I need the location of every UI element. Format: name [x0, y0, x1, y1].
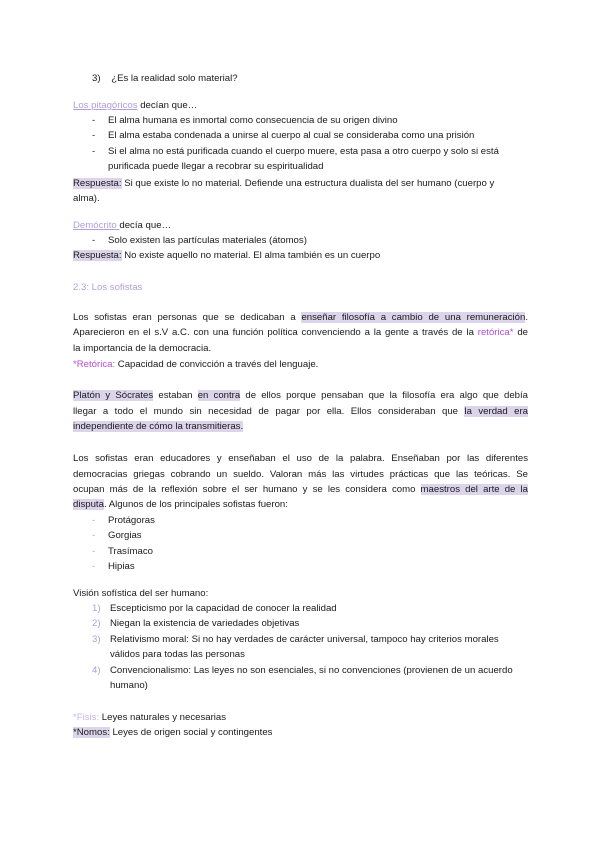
- sofista-item: - Gorgias: [92, 530, 142, 541]
- pitagoricos-item-2: - El alma estaba condenada a unirse al cuerpo al cual se consideraba como una prisión: [92, 130, 475, 141]
- pitagoricos-item-3: - Si el alma no está purificada cuando el cuerpo muere, esta pasa a otro cuerpo y solo si está: [92, 146, 499, 157]
- p1-line-2: Aparecieron en el s.V a.C. con una función política convenciendo a la gente a través de la retórica* de: [73, 327, 528, 338]
- vision-item-1: 1) Escepticismo por la capacidad de conocer la realidad: [92, 603, 337, 614]
- question-text: ¿Es la realidad solo material?: [111, 73, 238, 84]
- sofista-item: - Hipias: [92, 561, 135, 572]
- vision-item-4: 4) Convencionalismo: Las leyes no son esenciales, si no convenciones (provienen de un acuerdo: [92, 665, 513, 676]
- question-3: [92, 72, 238, 86]
- pitagoricos-verb: decían que…: [137, 100, 198, 111]
- vision-title: Visión sofística del ser humano:: [73, 588, 209, 599]
- vision-item-3-cont: válidos para todas las personas: [110, 649, 245, 660]
- vision-item-3: 3) Relativismo moral: Si no hay verdades de carácter universal, tampoco hay criterios morales: [92, 634, 499, 645]
- section-title: 2.3: Los sofistas: [73, 282, 143, 293]
- retorica-definition: *Retórica: Capacidad de convicción a través del lenguaje.: [73, 359, 319, 370]
- democrito-item: - Solo existen las partículas materiales (átomos): [92, 235, 307, 246]
- p2-line-3: independiente de cómo la transmitieras.: [73, 421, 244, 432]
- question-number: 3): [92, 73, 101, 84]
- p1-line-3: la importancia de la democracia.: [73, 343, 212, 354]
- democrito-answer: Respuesta: No existe aquello no material. El alma también es un cuerpo: [73, 250, 381, 261]
- democrito-intro: Demócrito decía que…: [73, 220, 172, 231]
- p3-line-2: democracias griegas cobrando un sueldo. Valoran más las virtudes prácticas que las teóricas. Se: [73, 469, 528, 480]
- vision-item-4-cont: humano): [110, 680, 148, 691]
- p1-line-1: Los sofistas eran personas que se dedicaban a enseñar filosofía a cambio de una remuneración.: [73, 312, 528, 323]
- democrito-link[interactable]: Demócrito: [73, 220, 120, 231]
- pitagoricos-answer: Respuesta: Si que existe lo no material. Defiende una estructura dualista del ser humano (cuerpo y: [73, 178, 495, 189]
- sofista-item: - Protágoras: [92, 515, 155, 526]
- pitagoricos-link[interactable]: Los pitagóricos: [73, 100, 138, 111]
- pitagoricos-item-1: - El alma humana es inmortal como consecuencia de su origen divino: [92, 115, 398, 126]
- vision-item-2: 2) Niegan la existencia de variedades objetivas: [92, 618, 300, 629]
- p3-line-4: disputa. Algunos de los principales sofistas fueron:: [73, 499, 288, 510]
- answer-label: Respuesta:: [73, 250, 122, 261]
- pitagoricos-answer-cont: alma).: [73, 193, 100, 204]
- p3-line-3: ocupan más de la reflexión sobre el ser humano y se les considera como maestros del arte de la: [73, 484, 528, 495]
- nomos-definition: *Nomos: Leyes de origen social y contingentes: [73, 727, 273, 738]
- pitagoricos-intro: [73, 99, 197, 113]
- fisis-definition: *Fisis: Leyes naturales y necesarias: [73, 712, 227, 723]
- p3-line-1: Los sofistas eran educadores y enseñaban el uso de la palabra. Enseñaban por las diferentes: [73, 453, 528, 464]
- sofista-item: - Trasímaco: [92, 546, 153, 557]
- answer-label: Respuesta:: [73, 178, 122, 189]
- pitagoricos-item-3-cont: purificada puede llegar a recobrar su espiritualidad: [108, 161, 324, 172]
- p2-line-1: Platón y Sócrates estaban en contra de ellos porque pensaban que la filosofía era algo que debía: [73, 390, 528, 401]
- p2-line-2: llegar a todo el mundo sin necesidad de pagar por ella. Ellos consideraban que la verdad era: [73, 406, 529, 417]
